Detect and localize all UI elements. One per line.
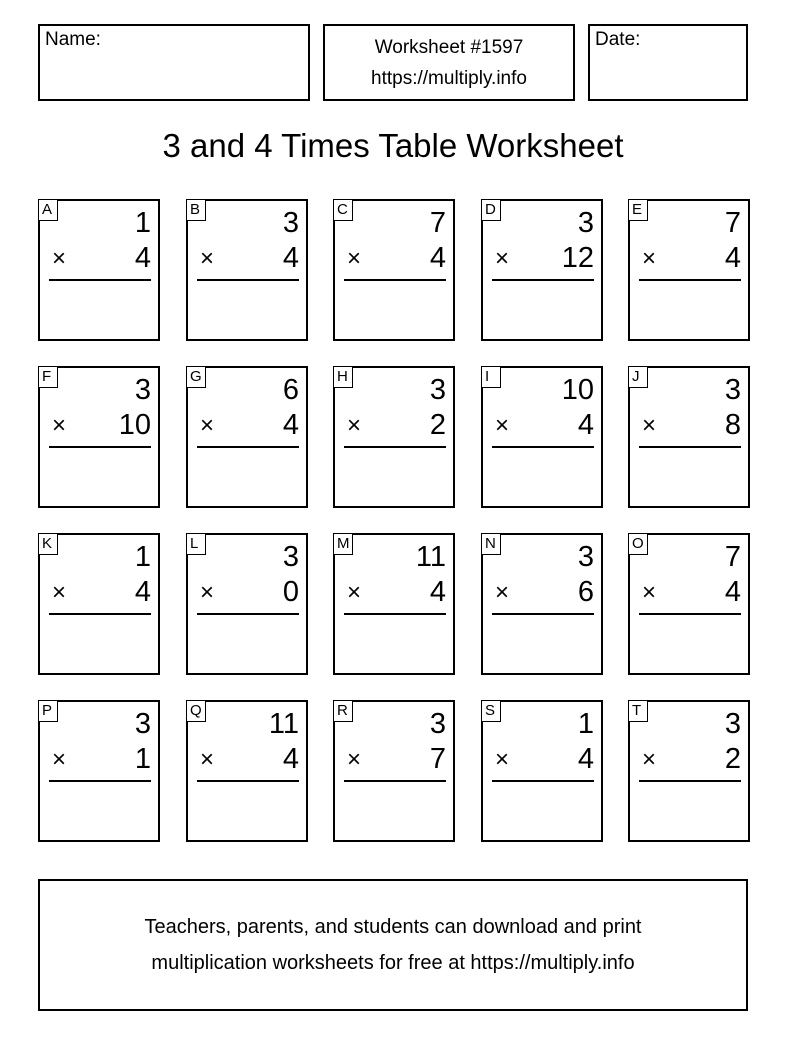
problem-card[interactable] (186, 533, 308, 675)
answer-line (344, 279, 446, 281)
problem-multiplier: 4 (282, 242, 299, 274)
answer-line (639, 279, 741, 281)
date-label: Date: (595, 29, 641, 50)
problem-card[interactable] (38, 199, 160, 341)
problem-multiplier: 10 (118, 409, 151, 441)
answer-line (49, 446, 151, 448)
problem-multiplier: 8 (724, 409, 741, 441)
times-sign: × (200, 746, 215, 773)
answer-line (49, 780, 151, 782)
problem-letter: L (186, 533, 206, 555)
problem-multiplier: 0 (282, 576, 299, 608)
problem-multiplicand: 11 (268, 708, 299, 740)
problem-letter: T (628, 700, 648, 722)
problem-multiplier: 4 (134, 242, 151, 274)
times-sign: × (642, 412, 657, 439)
worksheet-url: https://multiply.info (371, 68, 527, 89)
problem-card[interactable] (38, 366, 160, 508)
times-sign: × (347, 746, 362, 773)
answer-line (344, 446, 446, 448)
problem-card[interactable] (481, 533, 603, 675)
answer-line (639, 780, 741, 782)
problem-card[interactable] (481, 199, 603, 341)
problem-card[interactable] (38, 533, 160, 675)
problem-card[interactable] (333, 700, 455, 842)
problem-multiplier: 4 (134, 576, 151, 608)
times-sign: × (200, 579, 215, 606)
times-sign: × (495, 579, 510, 606)
problem-multiplier: 4 (577, 743, 594, 775)
problem-letter: I (481, 366, 501, 388)
problem-multiplicand: 3 (577, 207, 594, 239)
times-sign: × (495, 412, 510, 439)
problem-letter: D (481, 199, 501, 221)
worksheet-number: Worksheet #1597 (374, 37, 524, 58)
answer-line (492, 446, 594, 448)
problem-grid (38, 199, 750, 844)
times-sign: × (642, 579, 657, 606)
problem-card[interactable] (481, 700, 603, 842)
problem-letter: O (628, 533, 648, 555)
problem-card[interactable] (186, 700, 308, 842)
problem-multiplicand: 7 (429, 207, 446, 239)
answer-line (344, 613, 446, 615)
answer-line (492, 613, 594, 615)
problem-multiplier: 1 (134, 743, 151, 775)
problem-letter: Q (186, 700, 206, 722)
times-sign: × (52, 579, 67, 606)
problem-multiplier: 2 (429, 409, 446, 441)
problem-letter: K (38, 533, 58, 555)
problem-card[interactable] (38, 700, 160, 842)
problem-multiplicand: 3 (724, 374, 741, 406)
problem-multiplier: 2 (724, 743, 741, 775)
problem-multiplier: 4 (429, 242, 446, 274)
problem-card[interactable] (186, 199, 308, 341)
problem-letter: C (333, 199, 353, 221)
name-label: Name: (45, 29, 101, 50)
problem-multiplicand: 6 (282, 374, 299, 406)
problem-letter: E (628, 199, 648, 221)
times-sign: × (347, 412, 362, 439)
problem-multiplier: 7 (429, 743, 446, 775)
problem-letter: R (333, 700, 353, 722)
problem-letter: M (333, 533, 353, 555)
answer-line (197, 279, 299, 281)
footer-line-2: multiplication worksheets for free at https://multiply.info (151, 952, 635, 974)
problem-multiplier: 6 (577, 576, 594, 608)
answer-line (197, 446, 299, 448)
problem-card[interactable] (333, 366, 455, 508)
times-sign: × (495, 746, 510, 773)
problem-multiplier: 12 (561, 242, 594, 274)
times-sign: × (495, 245, 510, 272)
answer-line (492, 279, 594, 281)
problem-multiplicand: 1 (577, 708, 594, 740)
times-sign: × (52, 746, 67, 773)
problem-multiplier: 4 (282, 743, 299, 775)
problem-letter: B (186, 199, 206, 221)
problem-card[interactable] (481, 366, 603, 508)
problem-multiplicand: 7 (724, 207, 741, 239)
problem-letter: J (628, 366, 648, 388)
answer-line (197, 613, 299, 615)
problem-multiplicand: 3 (724, 708, 741, 740)
answer-line (344, 780, 446, 782)
problem-card[interactable] (628, 366, 750, 508)
problem-multiplicand: 10 (561, 374, 594, 406)
problem-letter: G (186, 366, 206, 388)
times-sign: × (52, 245, 67, 272)
problem-multiplicand: 3 (429, 374, 446, 406)
problem-multiplicand: 3 (577, 541, 594, 573)
name-field-box[interactable] (38, 24, 310, 101)
problem-multiplicand: 3 (134, 708, 151, 740)
times-sign: × (200, 245, 215, 272)
page-title: 3 and 4 Times Table Worksheet (162, 127, 624, 164)
times-sign: × (347, 579, 362, 606)
problem-multiplicand: 3 (282, 541, 299, 573)
worksheet-info-box (323, 24, 575, 101)
problem-letter: A (38, 199, 58, 221)
times-sign: × (642, 746, 657, 773)
answer-line (49, 613, 151, 615)
date-field-box[interactable] (588, 24, 748, 101)
problem-multiplicand: 3 (429, 708, 446, 740)
answer-line (197, 780, 299, 782)
problem-multiplier: 4 (724, 576, 741, 608)
problem-multiplier: 4 (429, 576, 446, 608)
times-sign: × (52, 412, 67, 439)
problem-letter: H (333, 366, 353, 388)
times-sign: × (642, 245, 657, 272)
problem-card[interactable] (186, 366, 308, 508)
answer-line (639, 446, 741, 448)
problem-card[interactable] (333, 533, 455, 675)
problem-multiplier: 4 (724, 242, 741, 274)
problem-multiplier: 4 (577, 409, 594, 441)
times-sign: × (347, 245, 362, 272)
answer-line (639, 613, 741, 615)
answer-line (492, 780, 594, 782)
problem-card[interactable] (628, 199, 750, 341)
problem-multiplicand: 1 (134, 207, 151, 239)
problem-multiplicand: 3 (282, 207, 299, 239)
problem-multiplicand: 3 (134, 374, 151, 406)
problem-multiplier: 4 (282, 409, 299, 441)
answer-line (49, 279, 151, 281)
problem-card[interactable] (628, 700, 750, 842)
problem-multiplicand: 1 (134, 541, 151, 573)
problem-card[interactable] (333, 199, 455, 341)
footer-box (38, 879, 748, 1011)
footer-line-1: Teachers, parents, and students can download and print (144, 916, 642, 938)
problem-multiplicand: 11 (415, 541, 446, 573)
problem-letter: S (481, 700, 501, 722)
problem-multiplicand: 7 (724, 541, 741, 573)
problem-letter: N (481, 533, 501, 555)
problem-letter: F (38, 366, 58, 388)
times-sign: × (200, 412, 215, 439)
problem-card[interactable] (628, 533, 750, 675)
problem-letter: P (38, 700, 58, 722)
